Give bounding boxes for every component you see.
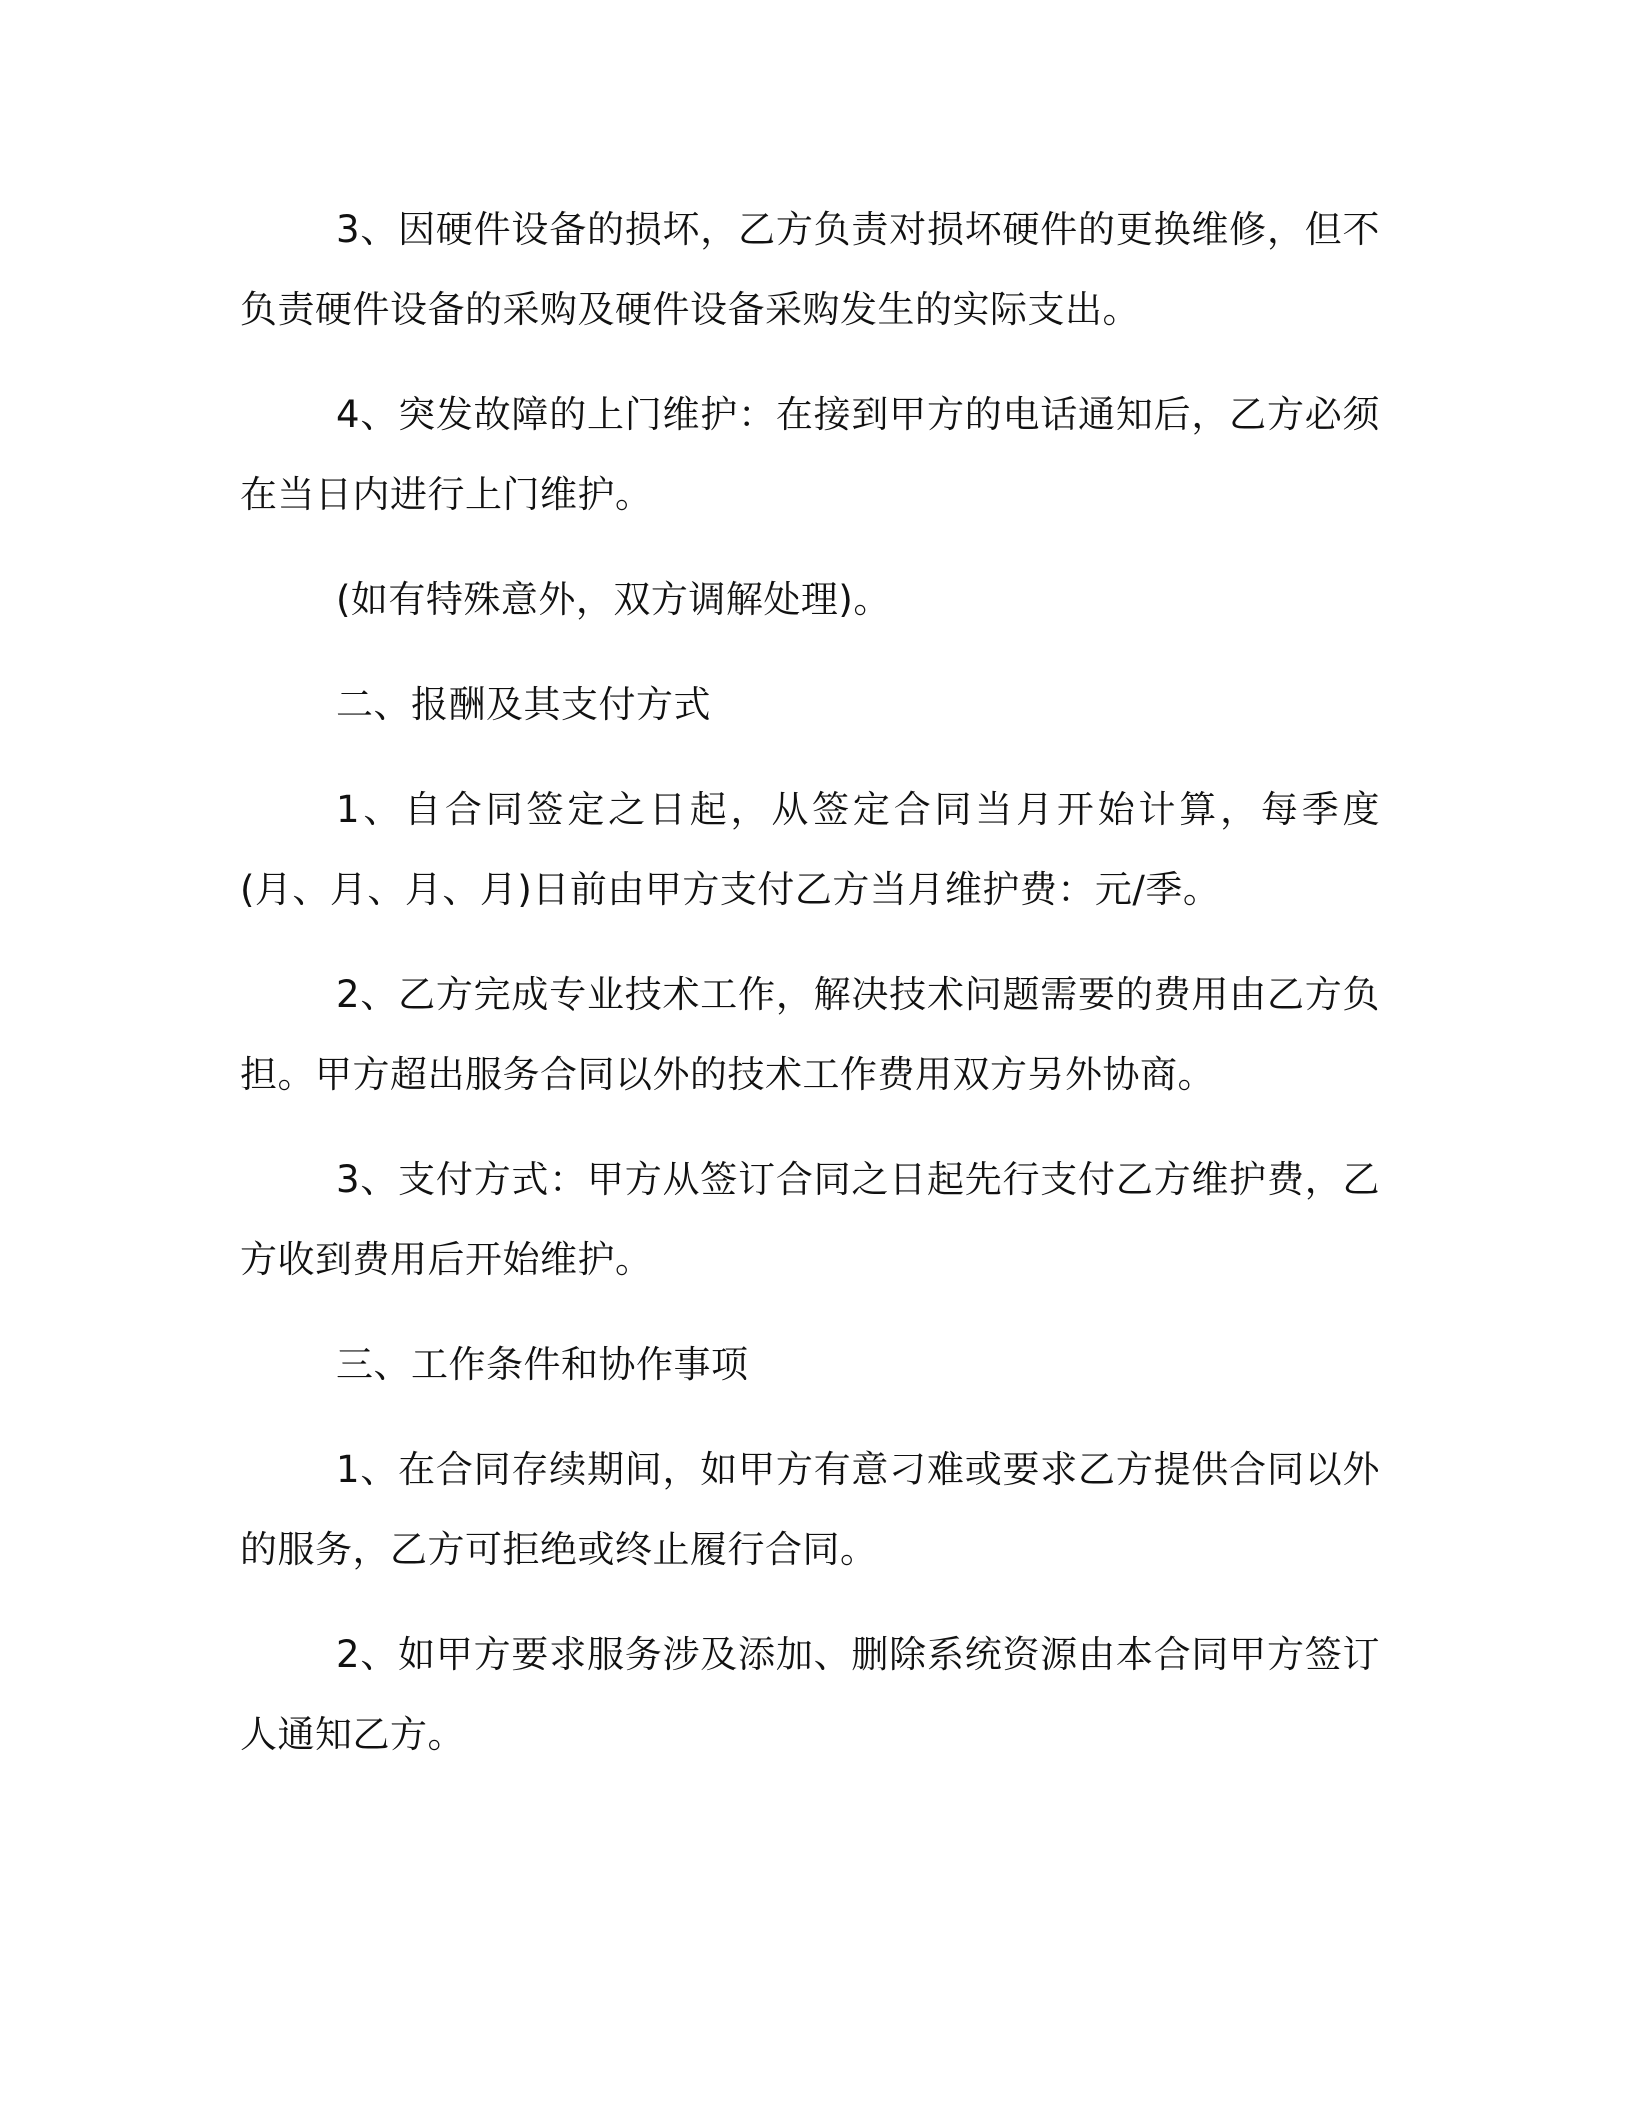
clause-payment-schedule: 1、自合同签定之日起，从签定合同当月开始计算，每季度(月、月、月、月)日前由甲方支付乙方当月维护费：元/季。 <box>240 788 1380 911</box>
section-heading-payment: 二、报酬及其支付方式 <box>336 683 711 726</box>
section-heading-work-conditions: 三、工作条件和协作事项 <box>336 1343 749 1386</box>
clause-payment-method: 3、支付方式：甲方从签订合同之日起先行支付乙方维护费，乙方收到费用后开始维护。 <box>240 1158 1380 1281</box>
clause-technical-costs: 2、乙方完成专业技术工作，解决技术问题需要的费用由乙方负担。甲方超出服务合同以外的技术工作费用双方另外协商。 <box>240 973 1380 1096</box>
clause-hardware-repair: 3、因硬件设备的损坏，乙方负责对损坏硬件的更换维修，但不负责硬件设备的采购及硬件设备采购发生的实际支出。 <box>240 208 1380 331</box>
clause-special-circumstances: (如有特殊意外，双方调解处理)。 <box>336 578 891 621</box>
clause-contract-refusal: 1、在合同存续期间，如甲方有意刁难或要求乙方提供合同以外的服务，乙方可拒绝或终止履行合同。 <box>240 1448 1380 1571</box>
clause-onsite-maintenance: 4、突发故障的上门维护：在接到甲方的电话通知后，乙方必须在当日内进行上门维护。 <box>240 393 1380 516</box>
clause-resource-notification: 2、如甲方要求服务涉及添加、删除系统资源由本合同甲方签订人通知乙方。 <box>240 1633 1380 1756</box>
document-body <box>240 190 1380 1800</box>
